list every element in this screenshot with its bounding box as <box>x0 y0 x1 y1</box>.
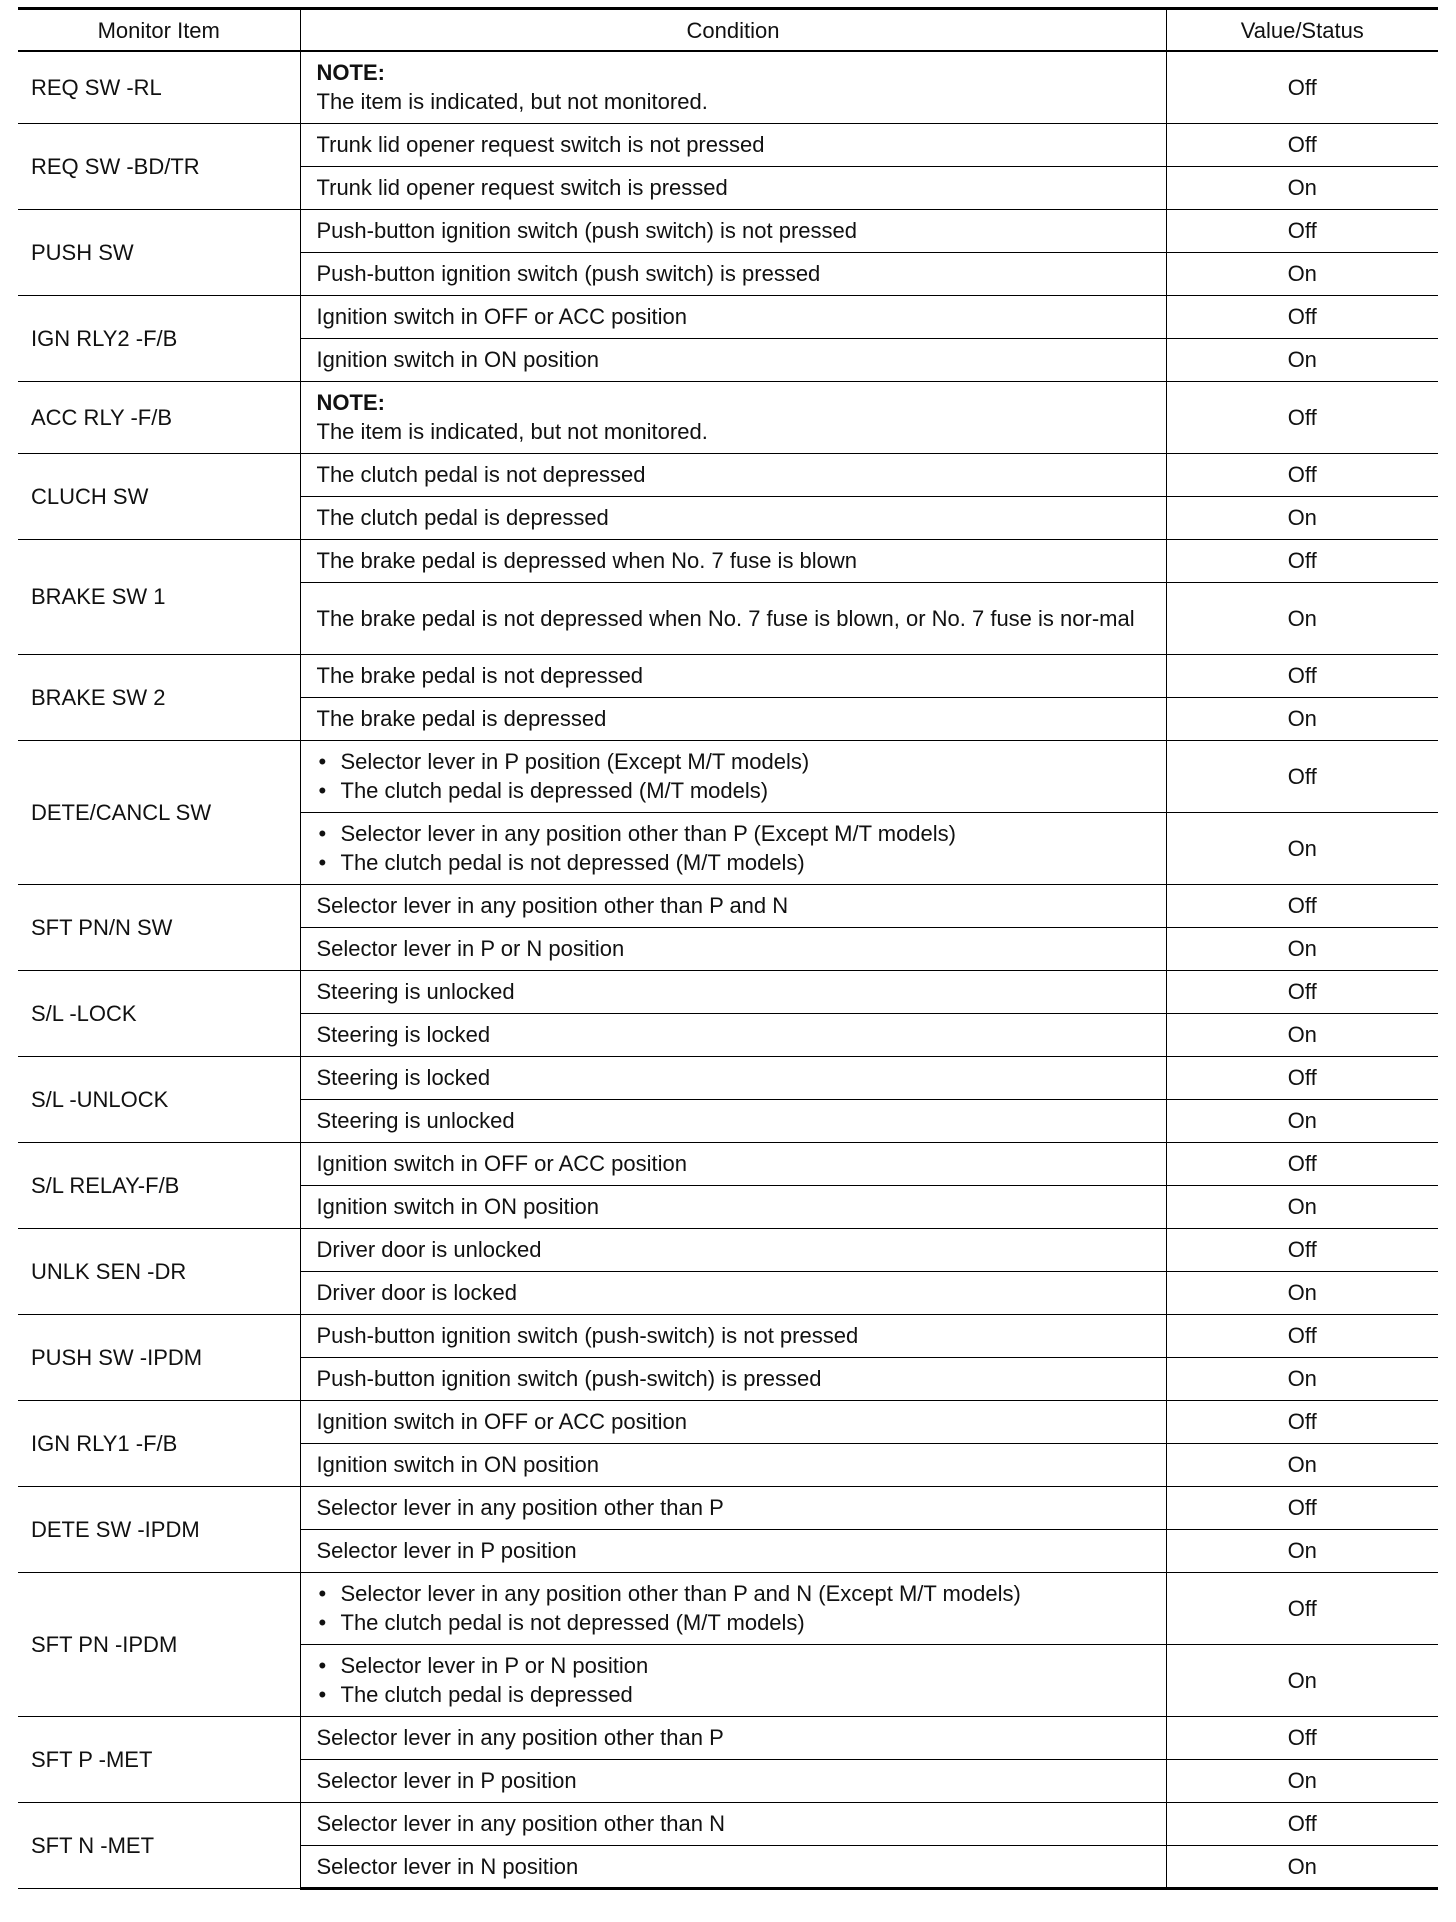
table-row <box>18 1716 1438 1759</box>
condition-cell <box>300 1013 1166 1056</box>
condition-text: Selector lever in any position other than P and N <box>316 893 789 918</box>
condition-cell <box>300 1529 1166 1572</box>
monitor-item-cell: CLUCH SW <box>18 453 300 539</box>
table-row <box>18 381 1438 453</box>
condition-cell <box>300 252 1166 295</box>
condition-bullet: • The clutch pedal is not depressed (M/T models) <box>317 1608 1158 1637</box>
header-value-status: Value/Status <box>1166 9 1438 52</box>
monitor-item-cell: SFT PN/N SW <box>18 884 300 970</box>
condition-text: Steering is unlocked <box>316 979 515 1004</box>
condition-text: Ignition switch in ON position <box>316 347 599 372</box>
table-row <box>18 1572 1438 1644</box>
value-status-cell: On <box>1166 1845 1438 1888</box>
table-row <box>18 1314 1438 1357</box>
value-status-cell: Off <box>1166 1228 1438 1271</box>
value-status-cell: Off <box>1166 1056 1438 1099</box>
table-row <box>18 295 1438 338</box>
condition-text: The brake pedal is not depressed when No. 7 fuse is blown, or No. 7 fuse is nor-mal <box>316 605 1135 631</box>
value-status-cell: On <box>1166 338 1438 381</box>
monitor-item-cell: IGN RLY2 -F/B <box>18 295 300 381</box>
condition-cell <box>300 1443 1166 1486</box>
value-status-cell: On <box>1166 1529 1438 1572</box>
value-status-cell: Off <box>1166 295 1438 338</box>
condition-text: Steering is unlocked <box>316 1108 515 1133</box>
condition-cell <box>300 654 1166 697</box>
condition-cell <box>300 1099 1166 1142</box>
value-status-cell: Off <box>1166 1716 1438 1759</box>
condition-bullet: • Selector lever in P or N position <box>317 1651 1158 1680</box>
condition-text: Selector lever in N position <box>316 1853 579 1879</box>
value-status-cell: On <box>1166 582 1438 654</box>
monitor-item-cell: S/L RELAY-F/B <box>18 1142 300 1228</box>
monitor-item-cell: DETE/CANCL SW <box>18 740 300 884</box>
value-status-cell: Off <box>1166 740 1438 812</box>
condition-cell <box>300 381 1166 453</box>
monitor-item-cell: ACC RLY -F/B <box>18 381 300 453</box>
condition-cell <box>300 1185 1166 1228</box>
value-status-cell: On <box>1166 1271 1438 1314</box>
condition-cell <box>300 1314 1166 1357</box>
condition-text: Ignition switch in ON position <box>316 1452 599 1477</box>
condition-cell <box>300 697 1166 740</box>
condition-cell <box>300 51 1166 123</box>
condition-text: The clutch pedal is not depressed <box>316 462 646 487</box>
value-status-cell: On <box>1166 1644 1438 1716</box>
table-row <box>18 123 1438 166</box>
monitor-item-cell: PUSH SW <box>18 209 300 295</box>
condition-text: Trunk lid opener request switch is not pressed <box>316 132 765 157</box>
header-row <box>18 9 1438 52</box>
value-status-cell: Off <box>1166 884 1438 927</box>
condition-text: Steering is locked <box>316 1022 491 1047</box>
table-header <box>18 9 1438 52</box>
value-status-cell: Off <box>1166 209 1438 252</box>
header-condition: Condition <box>300 9 1166 52</box>
monitor-item-cell: SFT N -MET <box>18 1802 300 1888</box>
condition-cell <box>300 1142 1166 1185</box>
condition-cell <box>300 1802 1166 1845</box>
condition-bullet: • The clutch pedal is not depressed (M/T models) <box>317 848 1158 877</box>
value-status-cell: Off <box>1166 1486 1438 1529</box>
condition-text: Push-button ignition switch (push switch) is pressed <box>316 261 821 286</box>
value-status-cell: On <box>1166 812 1438 884</box>
monitor-item-cell: UNLK SEN -DR <box>18 1228 300 1314</box>
condition-cell <box>300 1716 1166 1759</box>
condition-cell <box>300 166 1166 209</box>
condition-text: Ignition switch in OFF or ACC position <box>316 1409 687 1434</box>
value-status-cell: Off <box>1166 654 1438 697</box>
value-status-cell: Off <box>1166 970 1438 1013</box>
condition-text: Push-button ignition switch (push-switch) is not pressed <box>316 1323 859 1348</box>
monitor-item-cell: IGN RLY1 -F/B <box>18 1400 300 1486</box>
value-status-cell: On <box>1166 927 1438 970</box>
monitor-item-cell: REQ SW -BD/TR <box>18 123 300 209</box>
monitor-item-cell: S/L -LOCK <box>18 970 300 1056</box>
table-row <box>18 1228 1438 1271</box>
note-label: NOTE: <box>316 60 385 86</box>
condition-text: Selector lever in any position other than P <box>316 1495 724 1520</box>
monitor-item-cell: SFT PN -IPDM <box>18 1572 300 1716</box>
condition-text: The brake pedal is not depressed <box>316 663 644 688</box>
value-status-cell: On <box>1166 252 1438 295</box>
monitor-item-cell: S/L -UNLOCK <box>18 1056 300 1142</box>
value-status-cell: Off <box>1166 1572 1438 1644</box>
value-status-cell: On <box>1166 1759 1438 1802</box>
table-body <box>18 51 1438 1888</box>
table-row <box>18 1056 1438 1099</box>
condition-text: The brake pedal is depressed when No. 7 fuse is blown <box>316 548 858 573</box>
condition-text: Trunk lid opener request switch is pressed <box>316 175 728 200</box>
value-status-cell: On <box>1166 166 1438 209</box>
condition-text: Push-button ignition switch (push switch) is not pressed <box>316 218 857 243</box>
condition-text: Selector lever in P position <box>316 1538 577 1563</box>
monitor-item-cell: PUSH SW -IPDM <box>18 1314 300 1400</box>
value-status-cell: On <box>1166 1357 1438 1400</box>
value-status-cell: Off <box>1166 123 1438 166</box>
table-row <box>18 1486 1438 1529</box>
condition-bullet: • Selector lever in P position (Except M/T models) <box>317 747 1158 776</box>
condition-text: Steering is locked <box>316 1065 491 1090</box>
condition-text: Selector lever in P or N position <box>316 936 625 961</box>
condition-text: Selector lever in any position other than N <box>316 1811 725 1836</box>
condition-cell <box>300 209 1166 252</box>
condition-cell <box>300 1845 1166 1888</box>
condition-text: Driver door is locked <box>316 1280 518 1305</box>
condition-text: The brake pedal is depressed <box>316 706 607 731</box>
note-label: NOTE: <box>316 390 385 415</box>
table-row <box>18 1400 1438 1443</box>
table-row <box>18 654 1438 697</box>
condition-cell <box>300 453 1166 496</box>
monitor-item-cell: SFT P -MET <box>18 1716 300 1802</box>
condition-cell <box>300 1271 1166 1314</box>
condition-cell <box>300 884 1166 927</box>
value-status-cell: Off <box>1166 51 1438 123</box>
table-row <box>18 740 1438 812</box>
value-status-cell: Off <box>1166 381 1438 453</box>
condition-cell <box>300 1759 1166 1802</box>
condition-cell <box>300 812 1166 884</box>
condition-text: Selector lever in any position other than P <box>316 1725 724 1750</box>
monitor-item-cell: REQ SW -RL <box>18 51 300 123</box>
condition-text: Ignition switch in OFF or ACC position <box>316 304 687 329</box>
table-row <box>18 970 1438 1013</box>
value-status-cell: Off <box>1166 453 1438 496</box>
condition-text: Ignition switch in OFF or ACC position <box>316 1151 687 1176</box>
monitor-item-table <box>18 7 1438 1890</box>
condition-text: Selector lever in P position <box>316 1768 577 1793</box>
condition-cell <box>300 539 1166 582</box>
condition-cell <box>300 496 1166 539</box>
condition-cell <box>300 1400 1166 1443</box>
value-status-cell: Off <box>1166 1314 1438 1357</box>
condition-bullet: • Selector lever in any position other than P (Except M/T models) <box>317 819 1158 848</box>
value-status-cell: Off <box>1166 1142 1438 1185</box>
note-text: The item is indicated, but not monitored. <box>316 419 708 444</box>
condition-text: The clutch pedal is depressed <box>316 505 609 530</box>
condition-text: Ignition switch in ON position <box>316 1194 599 1219</box>
monitor-item-cell: BRAKE SW 1 <box>18 539 300 654</box>
value-status-cell: On <box>1166 496 1438 539</box>
condition-cell <box>300 582 1166 654</box>
note-text: The item is indicated, but not monitored. <box>316 89 708 115</box>
table-row <box>18 539 1438 582</box>
table-row <box>18 51 1438 123</box>
condition-text: Driver door is unlocked <box>316 1237 542 1262</box>
condition-cell <box>300 295 1166 338</box>
value-status-cell: On <box>1166 697 1438 740</box>
value-status-cell: On <box>1166 1443 1438 1486</box>
condition-bullet: • The clutch pedal is depressed (M/T models) <box>317 776 1158 805</box>
condition-cell <box>300 338 1166 381</box>
value-status-cell: Off <box>1166 539 1438 582</box>
value-status-cell: On <box>1166 1013 1438 1056</box>
header-monitor-item: Monitor Item <box>18 9 300 52</box>
condition-cell <box>300 970 1166 1013</box>
table-row <box>18 453 1438 496</box>
table-row <box>18 1802 1438 1845</box>
value-status-cell: Off <box>1166 1802 1438 1845</box>
condition-cell <box>300 1357 1166 1400</box>
table-row <box>18 209 1438 252</box>
condition-bullet: • Selector lever in any position other than P and N (Except M/T models) <box>317 1579 1158 1608</box>
condition-cell <box>300 1572 1166 1644</box>
table-row <box>18 1142 1438 1185</box>
value-status-cell: On <box>1166 1099 1438 1142</box>
document-page <box>18 7 1438 1890</box>
monitor-item-cell: BRAKE SW 2 <box>18 654 300 740</box>
condition-cell <box>300 740 1166 812</box>
condition-bullet: • The clutch pedal is depressed <box>317 1680 1158 1709</box>
condition-text: Push-button ignition switch (push-switch) is pressed <box>316 1366 822 1391</box>
monitor-item-cell: DETE SW -IPDM <box>18 1486 300 1572</box>
condition-cell <box>300 1056 1166 1099</box>
value-status-cell: On <box>1166 1185 1438 1228</box>
condition-cell <box>300 927 1166 970</box>
condition-cell <box>300 1486 1166 1529</box>
condition-cell <box>300 1644 1166 1716</box>
condition-cell <box>300 1228 1166 1271</box>
value-status-cell: Off <box>1166 1400 1438 1443</box>
condition-cell <box>300 123 1166 166</box>
table-row <box>18 884 1438 927</box>
